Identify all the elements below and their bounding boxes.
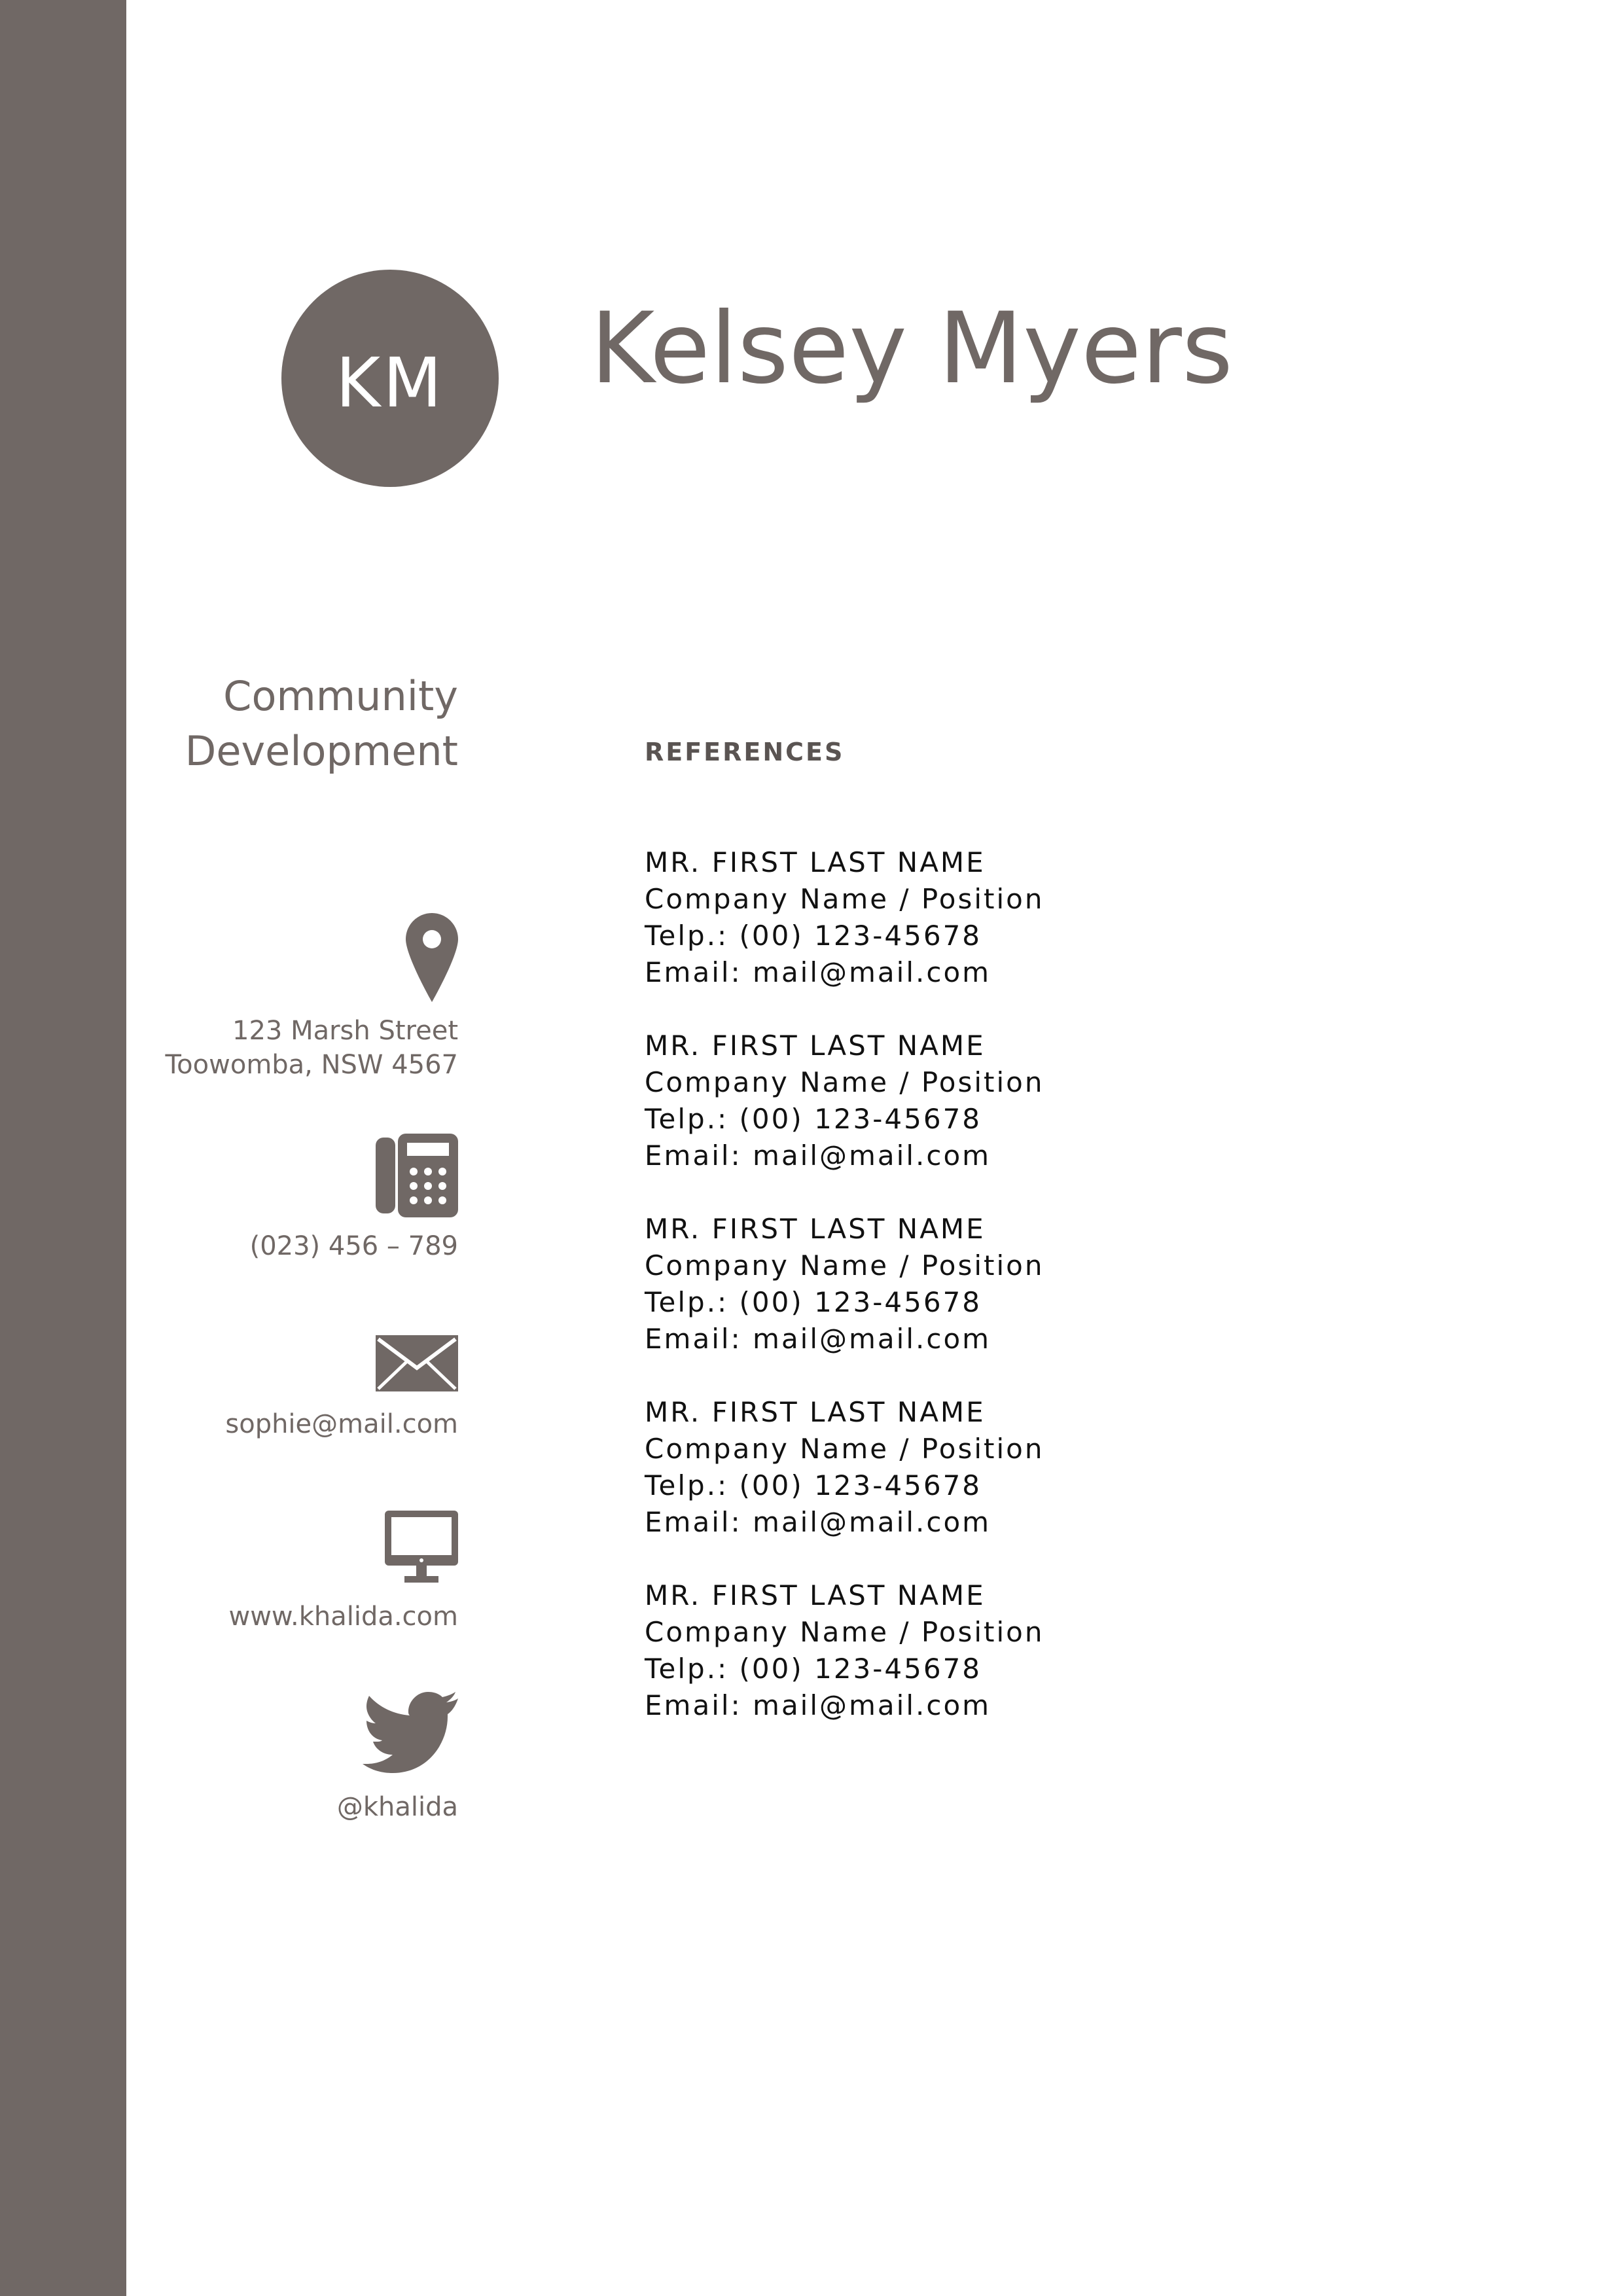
website-url[interactable]: www.khalida.com <box>228 1602 458 1632</box>
reference-phone: Telp.: (00) 123-45678 <box>645 920 982 952</box>
reference-name: MR. FIRST LAST NAME <box>645 846 986 878</box>
address-line-1: 123 Marsh Street <box>232 1016 458 1046</box>
reference-email: Email: mail@mail.com <box>645 1689 991 1721</box>
envelope-icon <box>376 1335 458 1391</box>
reference-company: Company Name / Position <box>645 1433 1044 1465</box>
reference-company: Company Name / Position <box>645 883 1044 915</box>
profession-title <box>185 669 458 779</box>
section-title-references: REFERENCES <box>645 738 845 766</box>
twitter-bird-icon <box>363 1692 458 1773</box>
side-accent-bar <box>0 0 126 2296</box>
reference-company: Company Name / Position <box>645 1249 1044 1282</box>
monogram-initials: KM <box>336 343 444 423</box>
contact-twitter <box>337 1692 458 1824</box>
monogram-circle <box>281 270 499 487</box>
reference-phone: Telp.: (00) 123-45678 <box>645 1653 982 1685</box>
monitor-icon <box>385 1511 458 1584</box>
address-line-2: Toowomba, NSW 4567 <box>165 1050 458 1080</box>
contact-website <box>229 1511 459 1634</box>
reference-phone: Telp.: (00) 123-45678 <box>645 1469 982 1501</box>
reference-email: Email: mail@mail.com <box>645 1506 991 1538</box>
contact-phone <box>250 1134 458 1263</box>
profession-line-2: Development <box>185 727 458 775</box>
page-title: Kelsey Myers <box>590 292 1234 406</box>
reference-name: MR. FIRST LAST NAME <box>645 1030 986 1062</box>
references-list <box>645 844 1044 1761</box>
reference-entry <box>645 1028 1044 1174</box>
reference-email: Email: mail@mail.com <box>645 1323 991 1355</box>
reference-name: MR. FIRST LAST NAME <box>645 1579 986 1611</box>
profession-line-1: Community <box>223 672 458 720</box>
reference-entry <box>645 1577 1044 1724</box>
reference-name: MR. FIRST LAST NAME <box>645 1213 986 1245</box>
location-pin-icon <box>406 913 458 1002</box>
reference-company: Company Name / Position <box>645 1616 1044 1648</box>
reference-phone: Telp.: (00) 123-45678 <box>645 1286 982 1318</box>
phone-number: (023) 456 – 789 <box>249 1231 458 1261</box>
telephone-icon <box>376 1134 458 1217</box>
contact-email <box>225 1335 458 1441</box>
reference-entry <box>645 1211 1044 1357</box>
reference-name: MR. FIRST LAST NAME <box>645 1396 986 1428</box>
twitter-handle[interactable]: @khalida <box>336 1792 458 1822</box>
reference-company: Company Name / Position <box>645 1066 1044 1098</box>
reference-entry <box>645 844 1044 991</box>
email-address[interactable]: sophie@mail.com <box>225 1409 458 1439</box>
contact-address <box>166 913 458 1082</box>
reference-email: Email: mail@mail.com <box>645 956 991 988</box>
reference-entry <box>645 1394 1044 1541</box>
reference-email: Email: mail@mail.com <box>645 1139 991 1172</box>
reference-phone: Telp.: (00) 123-45678 <box>645 1103 982 1135</box>
